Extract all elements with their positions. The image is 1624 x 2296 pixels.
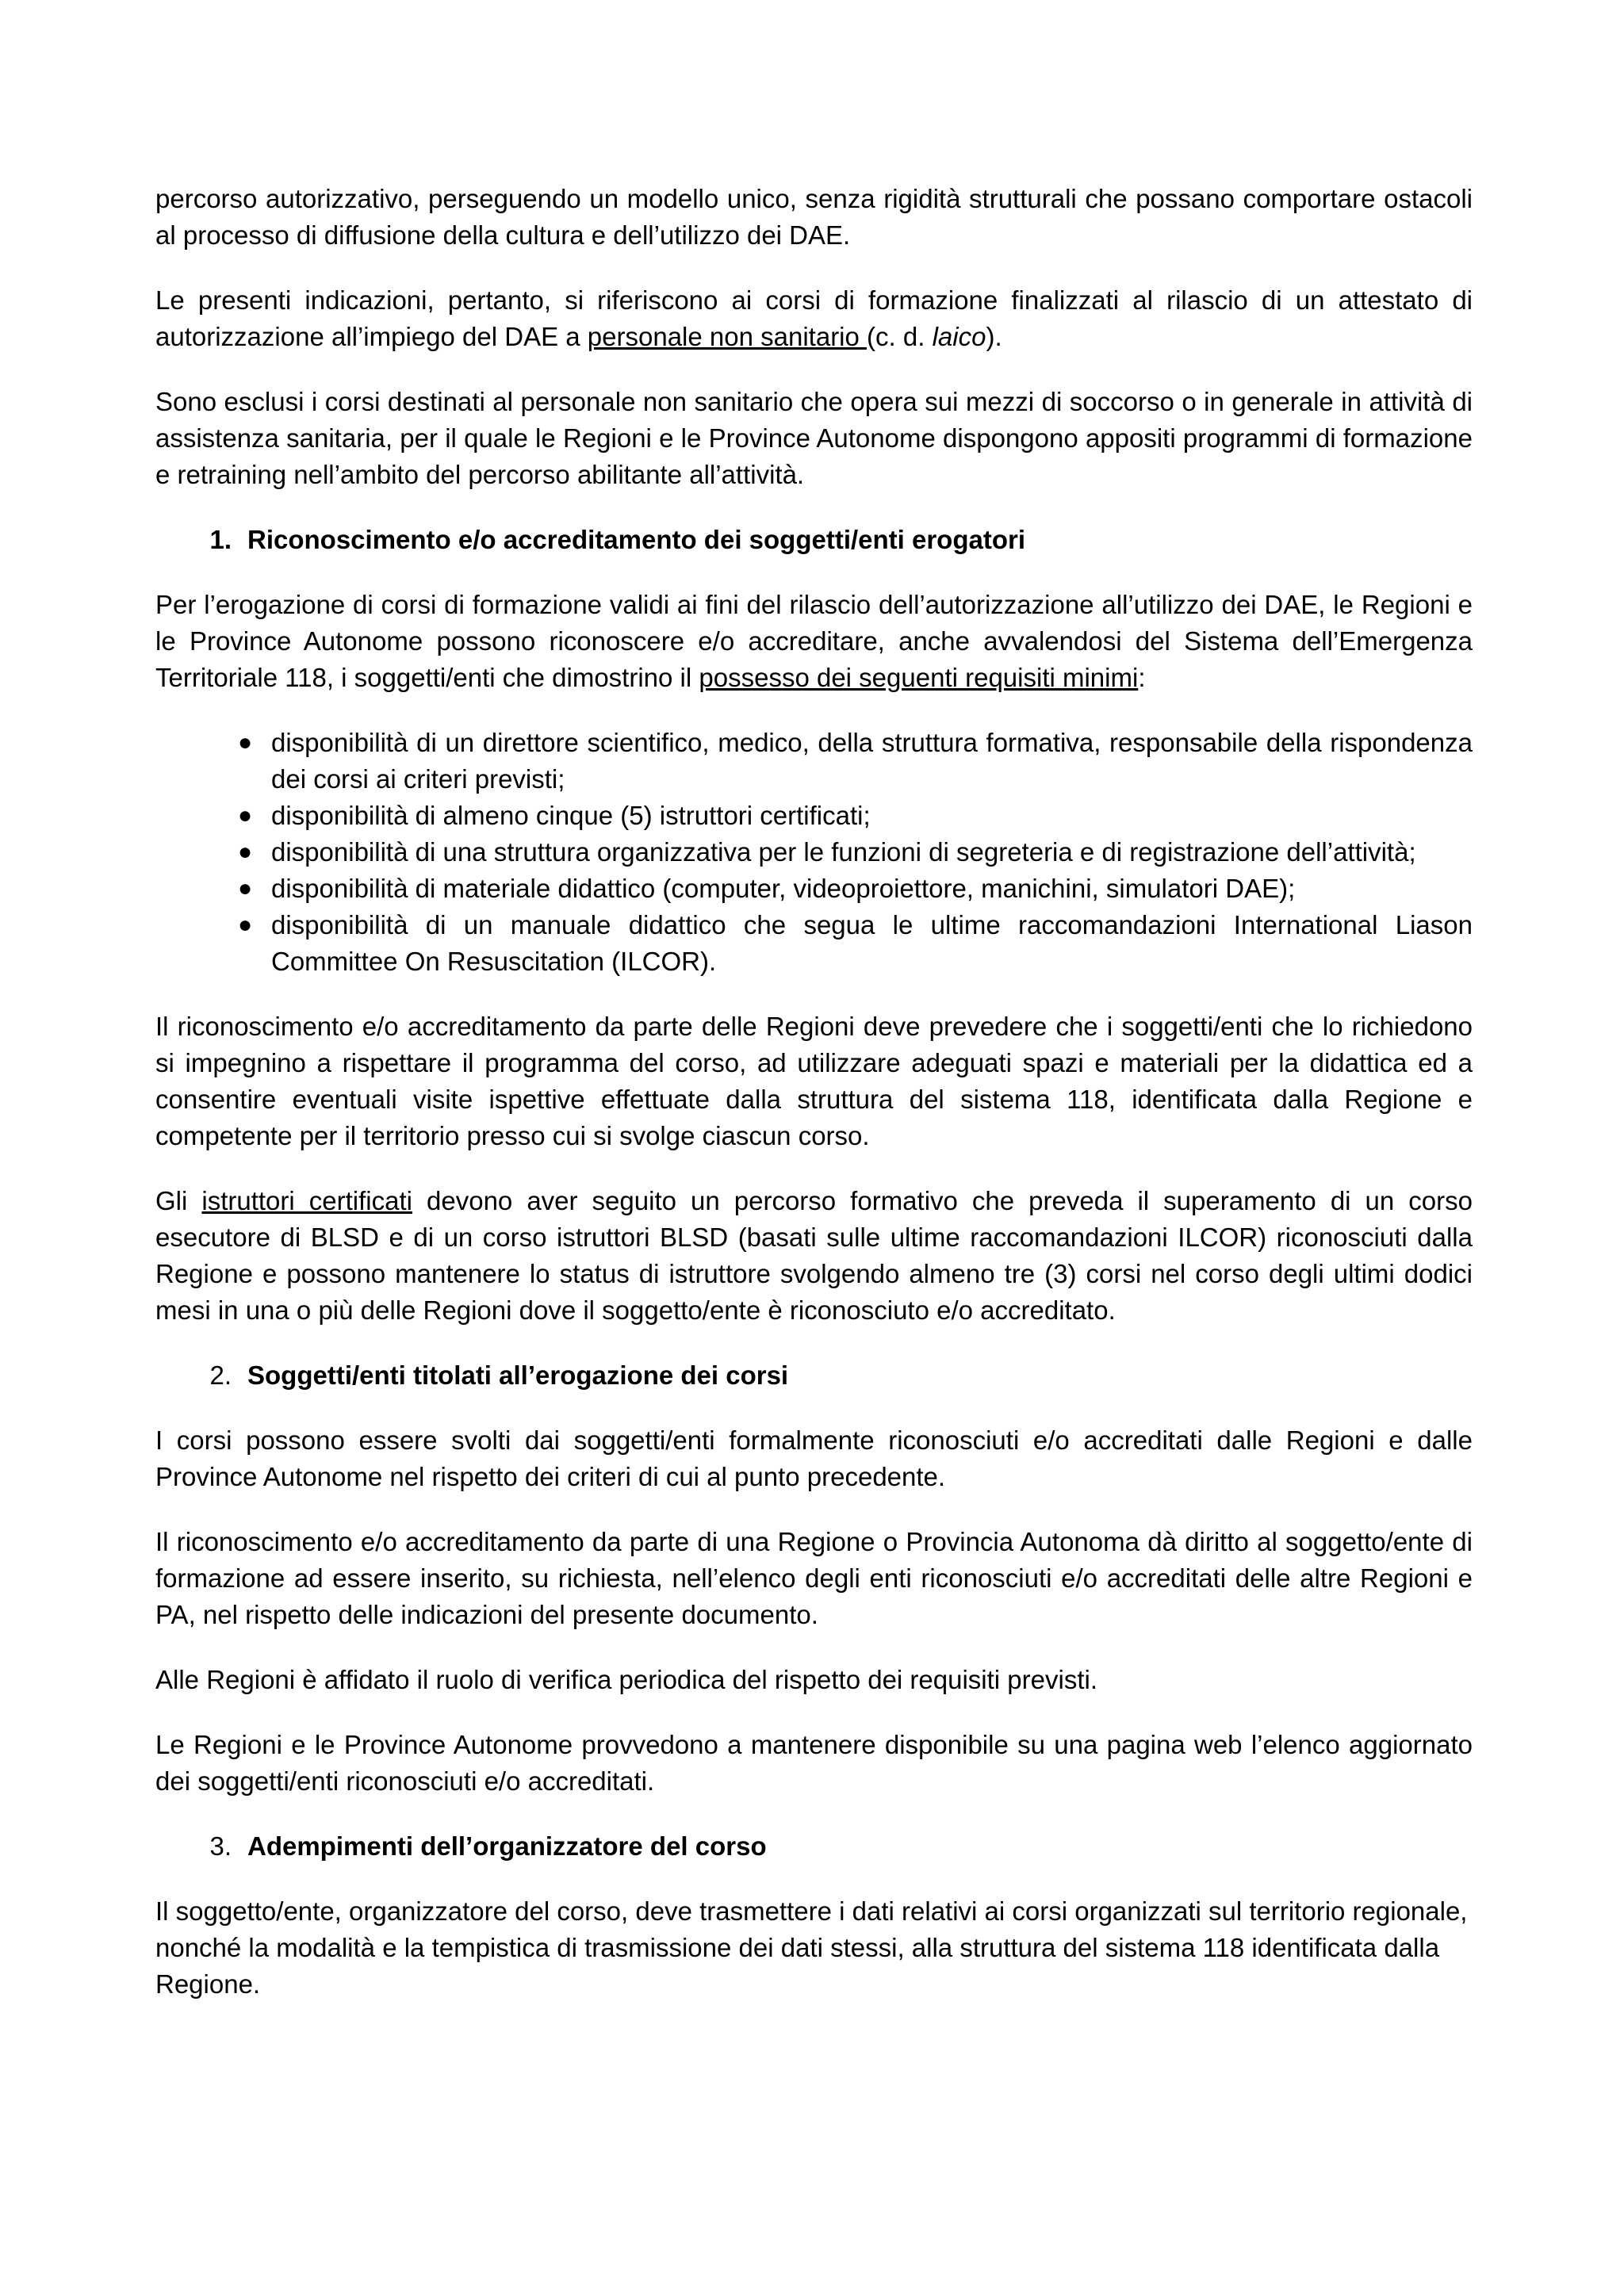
list-item <box>155 834 1473 871</box>
requirements-list <box>155 725 1473 980</box>
requirements-colon: : <box>1138 663 1146 692</box>
list-item-text: disponibilità di una struttura organizzativa per le funzioni di segreteria e di registrazione dell’attività; <box>271 837 1416 867</box>
section-heading-1 <box>155 522 1473 558</box>
list-item-text: disponibilità di un manuale didattico che segua le ultime raccomandazioni International Liason Committee On Resuscitation (ILCOR). <box>271 910 1473 976</box>
paragraph-commitments: Il riconoscimento e/o accreditamento da parte delle Regioni deve prevedere che i soggetti/enti che lo richiedono si impegnino a rispettare il programma del corso, ad utilizzare adeguati spazi e materiali per la didattica ed a consentire eventuali visite ispettive effettuate dalla struttura del sistema 118, identificata dalla Regione e competente per il territorio presso cui si svolge ciascun corso. <box>155 1012 1473 1150</box>
list-item-text: disponibilità di un direttore scientifico, medico, della struttura formativa, responsabile della rispondenza dei corsi ai criteri previsti; <box>271 728 1473 794</box>
bullet-icon: ● <box>238 875 253 901</box>
paragraph-instructors <box>155 1183 1473 1329</box>
section-number: 1. <box>209 525 232 554</box>
paragraph-intro: percorso autorizzativo, perseguendo un modello unico, senza rigidità strutturali che possano comportare ostacoli al processo di diffusione della cultura e dell’utilizzo dei DAE. <box>155 184 1473 250</box>
section-number: 3. <box>209 1831 232 1861</box>
bullet-icon: ● <box>238 839 253 865</box>
underlined-istruttori-certificati: istruttori certificati <box>201 1186 412 1215</box>
underlined-requisiti-minimi: possesso dei seguenti requisiti minimi <box>699 663 1139 692</box>
paragraph-scope <box>155 282 1473 355</box>
scope-text: Le presenti indicazioni, pertanto, si riferiscono ai corsi di formazione finalizzati al rilascio di un attestato di autorizzazione all’impiego del DAE a <box>155 285 1473 351</box>
section-title: Riconoscimento e/o accreditamento dei soggetti/enti erogatori <box>247 525 1026 554</box>
section-title: Soggetti/enti titolati all’erogazione dei corsi <box>247 1360 789 1390</box>
list-item-text: disponibilità di materiale didattico (computer, videoproiettore, manichini, simulatori DAE); <box>271 874 1296 903</box>
list-item-text: disponibilità di almeno cinque (5) istruttori certificati; <box>271 801 871 830</box>
paragraph-web-list: Le Regioni e le Province Autonome provvedono a mantenere disponibile su una pagina web l’elenco aggiornato dei soggetti/enti riconosciuti e/o accreditati. <box>155 1730 1473 1796</box>
list-item <box>155 907 1473 980</box>
list-item <box>155 798 1473 834</box>
requirements-text: Per l’erogazione di corsi di formazione validi ai fini del rilascio dell’autorizzazione all’utilizzo dei DAE, le Regioni e le Province Autonome possono riconoscere e/o accreditare, anche avvalendosi del Sistema dell’Emergenza Territoriale 118, i soggetti/enti che dimostrino il <box>155 590 1473 692</box>
paragraph-organizer: Il soggetto/ente, organizzatore del corso, deve trasmettere i dati relativi ai corsi organizzati sul territorio regionale, nonché la modalità e la tempistica di trasmissione dei dati stessi, alla struttura del sistema 118 identificata dalla Regione. <box>155 1896 1468 1999</box>
scope-end: ). <box>986 322 1002 351</box>
list-item <box>155 871 1473 907</box>
section-heading-3 <box>155 1828 1473 1865</box>
section-number: 2. <box>209 1360 232 1390</box>
underlined-personale-non-sanitario: personale non sanitario <box>587 322 868 351</box>
bullet-icon: ● <box>238 802 253 828</box>
italic-laico: laico <box>932 322 986 351</box>
paragraph-courses: I corsi possono essere svolti dai soggetti/enti formalmente riconosciuti e/o accreditati dalle Regioni e dalle Province Autonome nel rispetto dei criteri di cui al punto precedente. <box>155 1425 1473 1491</box>
bullet-icon: ● <box>238 729 253 756</box>
paragraph-verification: Alle Regioni è affidato il ruolo di verifica periodica del rispetto dei requisiti previsti. <box>155 1665 1097 1694</box>
paragraph-recognition: Il riconoscimento e/o accreditamento da parte di una Regione o Provincia Autonoma dà diritto al soggetto/ente di formazione ad essere inserito, su richiesta, nell’elenco degli enti riconosciuti e/o accreditati delle altre Regioni e PA, nel rispetto delle indicazioni del presente documento. <box>155 1527 1473 1629</box>
bullet-icon: ● <box>238 912 253 938</box>
section-title: Adempimenti dell’organizzatore del corso <box>247 1831 767 1861</box>
instructors-pre: Gli <box>155 1186 202 1215</box>
section-heading-2 <box>155 1357 1473 1394</box>
paragraph-exclusions: Sono esclusi i corsi destinati al personale non sanitario che opera sui mezzi di soccorso o in generale in attività di assistenza sanitaria, per il quale le Regioni e le Province Autonome dispongono appositi programmi di formazione e retraining nell’ambito del percorso abilitante all’attività. <box>155 387 1473 489</box>
document-page <box>155 181 1473 2031</box>
scope-abbrev: (c. d. <box>867 322 933 351</box>
instructors-text: devono aver seguito un percorso formativo che preveda il superamento di un corso esecutore di BLSD e di un corso istruttori BLSD (basati sulle ultime raccomandazioni ILCOR) riconosciuti dalla Regione e possono mantenere lo status di istruttore svolgendo almeno tre (3) corsi nel corso degli ultimi dodici mesi in una o più delle Regioni dove il soggetto/ente è riconosciuto e/o accreditato. <box>155 1186 1473 1325</box>
paragraph-requirements <box>155 587 1473 696</box>
list-item <box>155 725 1473 798</box>
